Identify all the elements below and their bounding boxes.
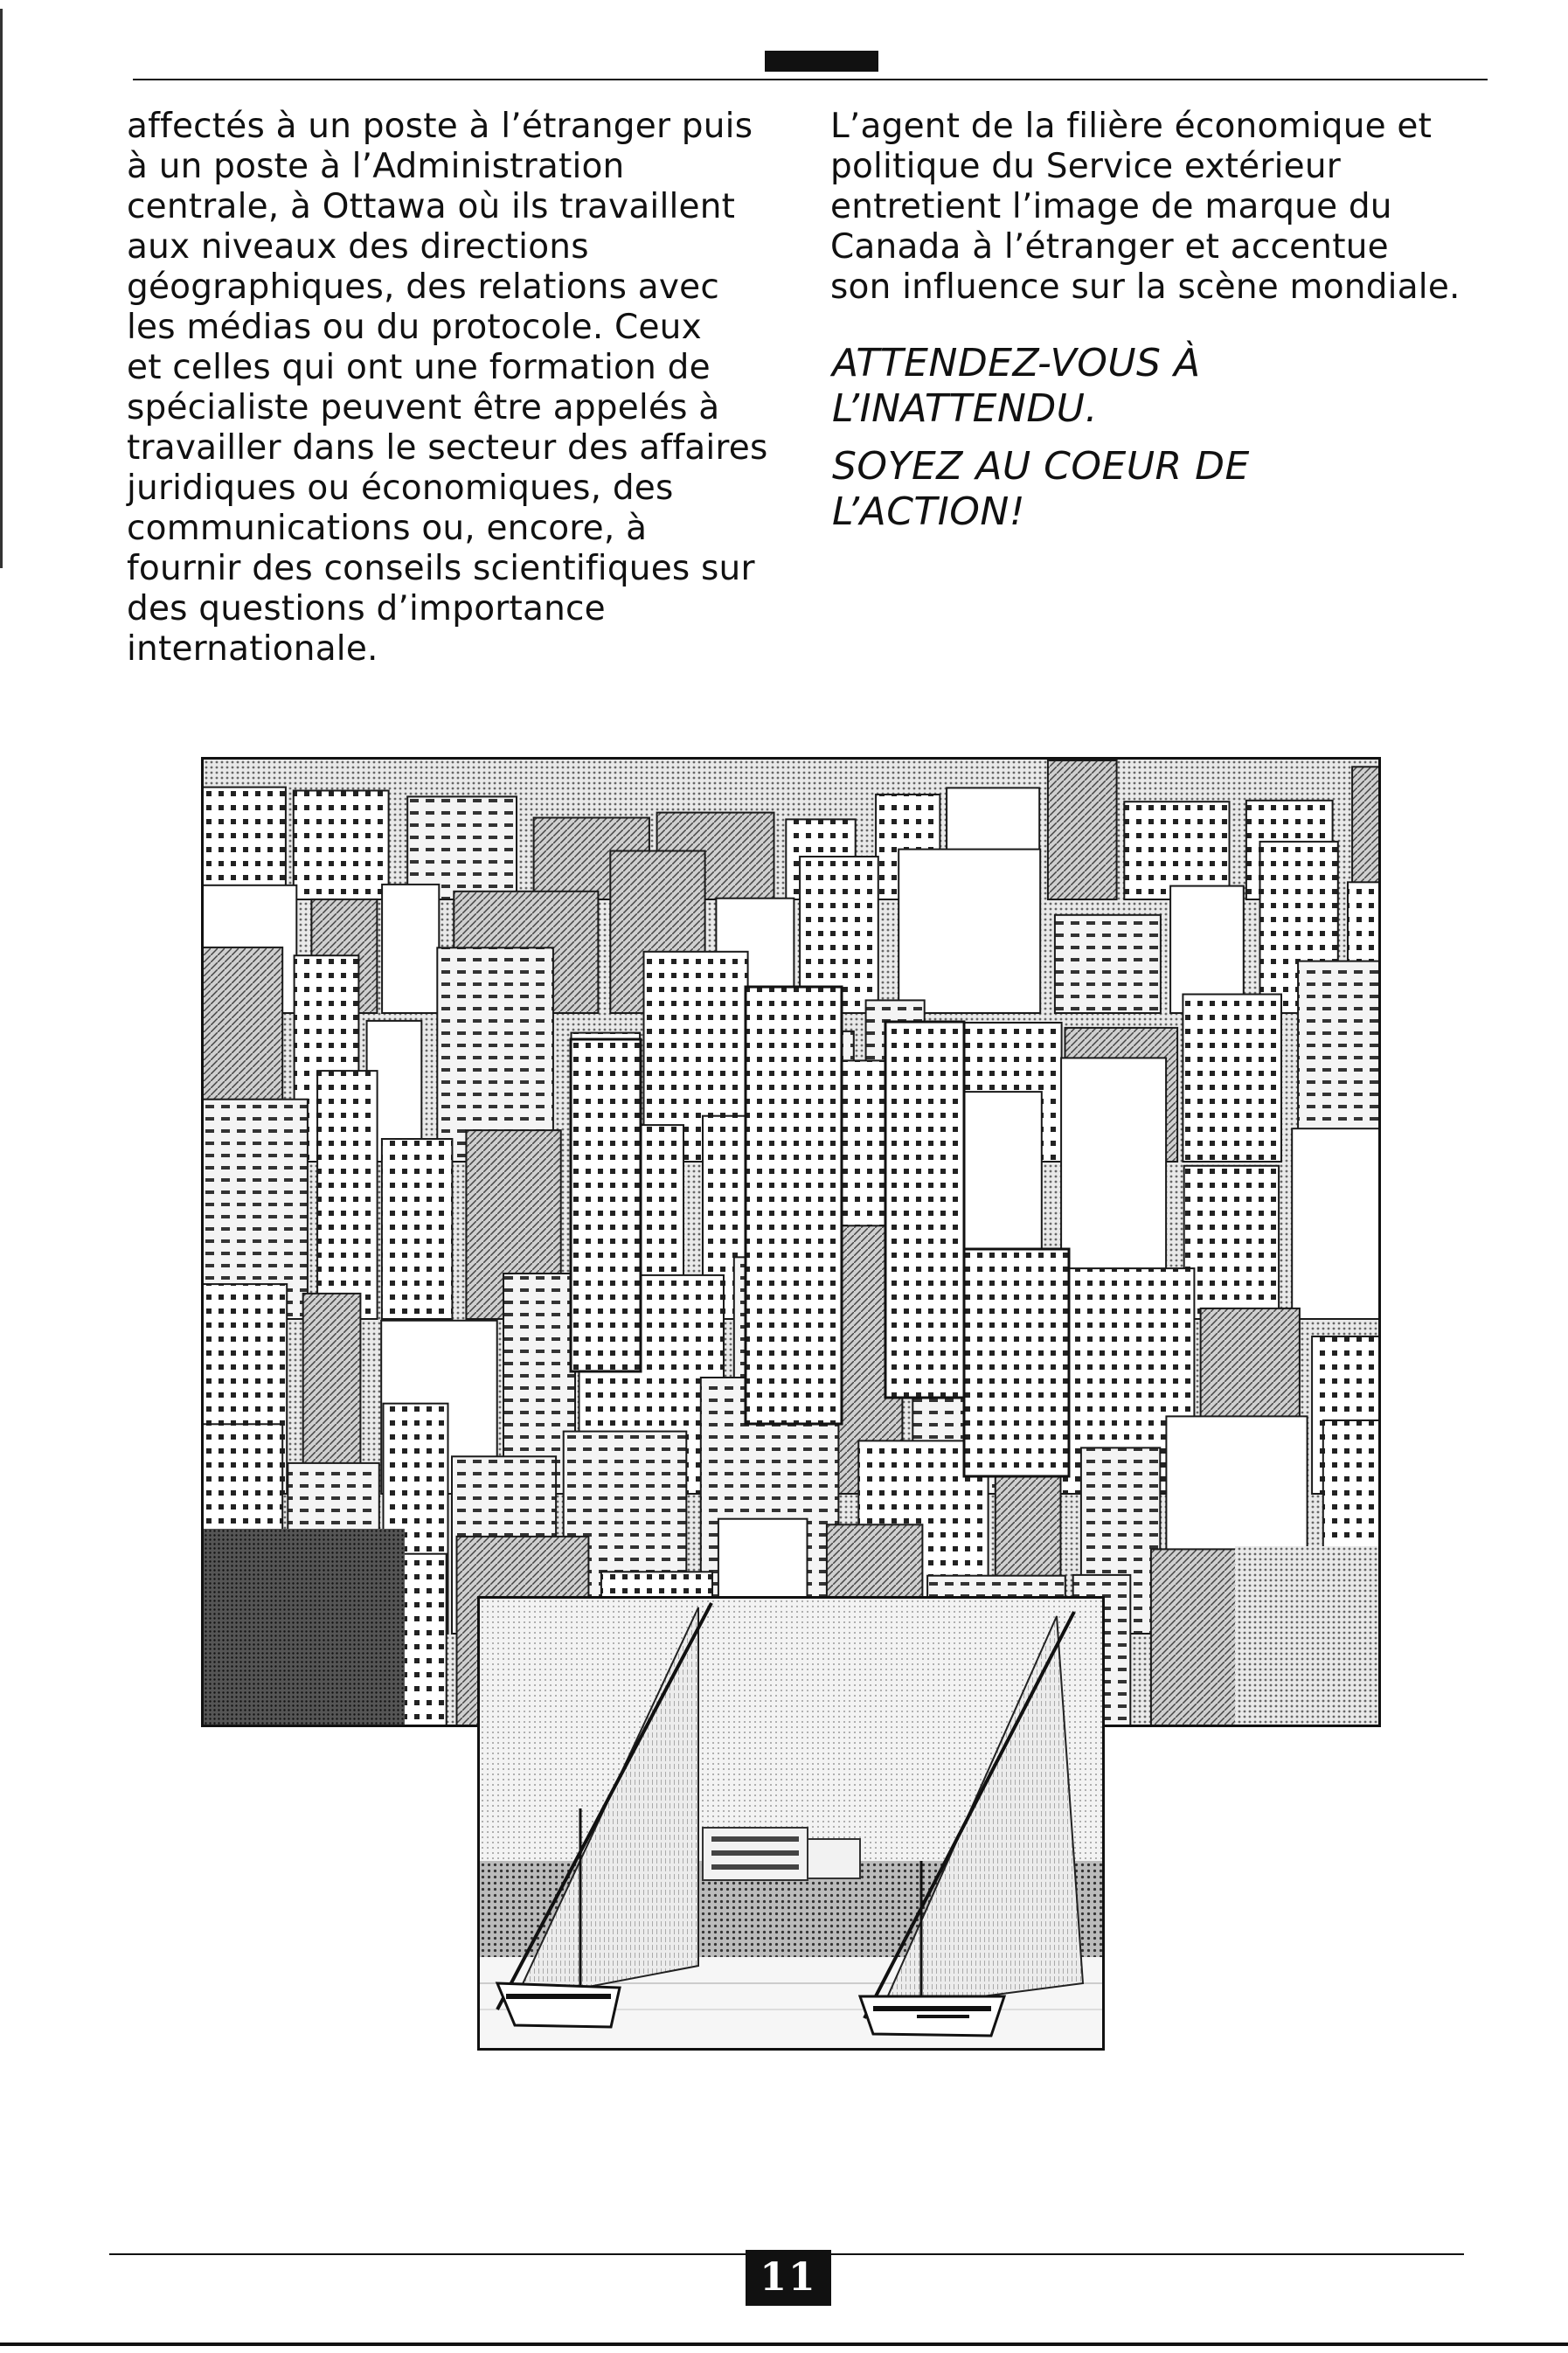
text-line: son influence sur la scène mondiale. [830, 267, 1460, 307]
text-line: fournir des conseils scientifiques sur [127, 549, 755, 588]
city-skyline-drawing [204, 760, 1378, 1725]
text-line: et celles qui ont une formation de [127, 348, 711, 387]
city-skyline-photo [201, 757, 1381, 1727]
slogan-expect-unexpected [832, 341, 1444, 432]
text-line: juridiques ou économiques, des [127, 469, 674, 508]
text-line: travailler dans le secteur des affaires [127, 428, 768, 468]
text-line: affectés à un poste à l’étranger puis [127, 107, 753, 146]
slogan-line: ATTENDEZ-VOUS À [832, 341, 1201, 385]
text-line: entretient l’image de marque du [830, 187, 1392, 226]
text-line: les médias ou du protocole. Ceux [127, 308, 702, 347]
sailboats-drawing [480, 1599, 1102, 2048]
text-line: communications ou, encore, à [127, 509, 648, 548]
text-line: aux niveaux des directions [127, 227, 589, 267]
text-line: L’agent de la filière économique et [830, 107, 1433, 146]
left-text-column [127, 107, 791, 670]
slogan-line: SOYEZ AU COEUR DE [832, 444, 1250, 489]
page-edge [0, 2343, 1568, 2346]
page-margin-mark [0, 9, 3, 568]
text-line: à un poste à l’Administration [127, 147, 625, 186]
top-rule [133, 79, 1488, 80]
slogan-line: L’ACTION! [832, 489, 1025, 534]
text-line: internationale. [127, 629, 378, 669]
text-line: spécialiste peuvent être appelés à [127, 388, 720, 427]
text-line: centrale, à Ottawa où ils travaillent [127, 187, 736, 226]
sailboats-photo [477, 1596, 1105, 2051]
text-line: des questions d’importance [127, 589, 606, 628]
text-line: géographiques, des relations avec [127, 267, 719, 307]
right-text-column [830, 107, 1495, 308]
text-line: politique du Service extérieur [830, 147, 1341, 186]
slogan-heart-of-action [832, 444, 1444, 535]
header-tab [765, 51, 878, 72]
text-line: Canada à l’étranger et accentue [830, 227, 1389, 267]
slogan-line: L’INATTENDU. [832, 386, 1098, 431]
page-number: 11 [746, 2250, 831, 2306]
